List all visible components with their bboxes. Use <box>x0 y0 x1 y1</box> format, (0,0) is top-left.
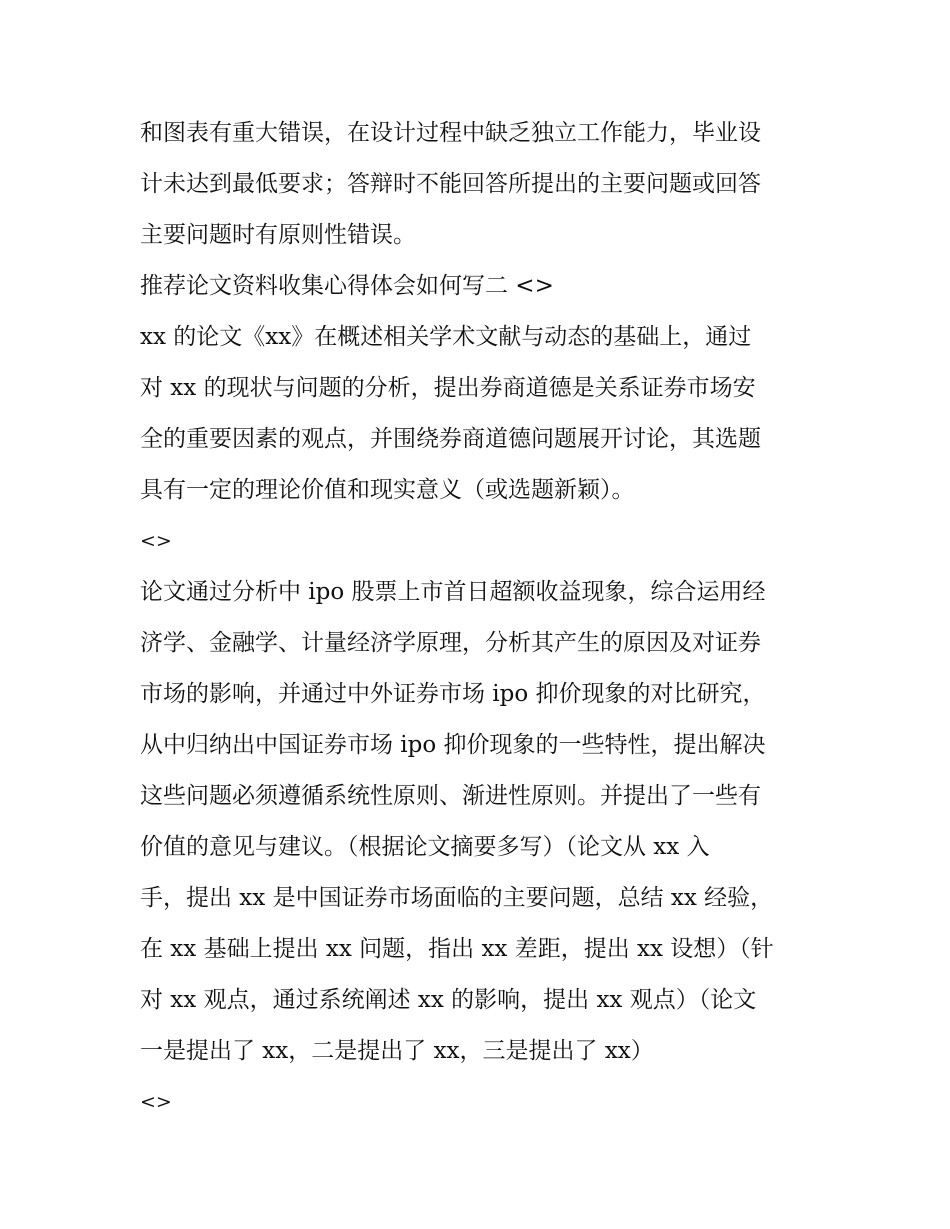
text-line: 对 xx 的现状与问题的分析，提出券商道德是关系证券市场安 <box>140 375 756 401</box>
separator-marker: <> <box>140 530 172 552</box>
text-line: 具有一定的理论价值和现实意义（或选题新颖）。 <box>140 477 635 503</box>
text-line: xx 的论文《xx》在概述相关学术文献与动态的基础上，通过 <box>140 324 752 350</box>
text-line: 和图表有重大错误，在设计过程中缺乏独立工作能力，毕业设 <box>140 120 761 146</box>
text-line: 一是提出了 xx，二是提出了 xx，三是提出了 xx） <box>140 1038 654 1064</box>
separator-marker: <> <box>140 1091 172 1113</box>
text-line: 全的重要因素的观点，并围绕券商道德问题展开讨论，其选题 <box>140 426 761 452</box>
text-line: 计未达到最低要求；答辩时不能回答所提出的主要问题或回答 <box>140 171 761 197</box>
text-line: 从中归纳出中国证券市场 ipo 抑价现象的一些特性，提出解决 <box>140 732 766 758</box>
text-line: 市场的影响，并通过中外证券市场 ipo 抑价现象的对比研究， <box>140 681 766 707</box>
text-line: 在 xx 基础上提出 xx 问题，指出 xx 差距，提出 xx 设想）（针 <box>140 936 774 962</box>
text-line: 济学、金融学、计量经济学原理，分析其产生的原因及对证券 <box>140 630 761 656</box>
text-line: 对 xx 观点，通过系统阐述 xx 的影响，提出 xx 观点）（论文 <box>140 987 757 1013</box>
text-line: 主要问题时有原则性错误。 <box>140 222 416 248</box>
text-line: 价值的意见与建议。（根据论文摘要多写）（论文从 xx 入 <box>140 834 710 860</box>
section-heading: 推荐论文资料收集心得体会如何写二 <> <box>140 273 554 299</box>
text-line: 手，提出 xx 是中国证券市场面临的主要问题，总结 xx 经验， <box>140 885 774 911</box>
document-body <box>140 108 830 1128</box>
text-line: 论文通过分析中 ipo 股票上市首日超额收益现象，综合运用经 <box>140 579 766 605</box>
text-line: 这些问题必须遵循系统性原则、渐进性原则。并提出了一些有 <box>140 783 761 809</box>
